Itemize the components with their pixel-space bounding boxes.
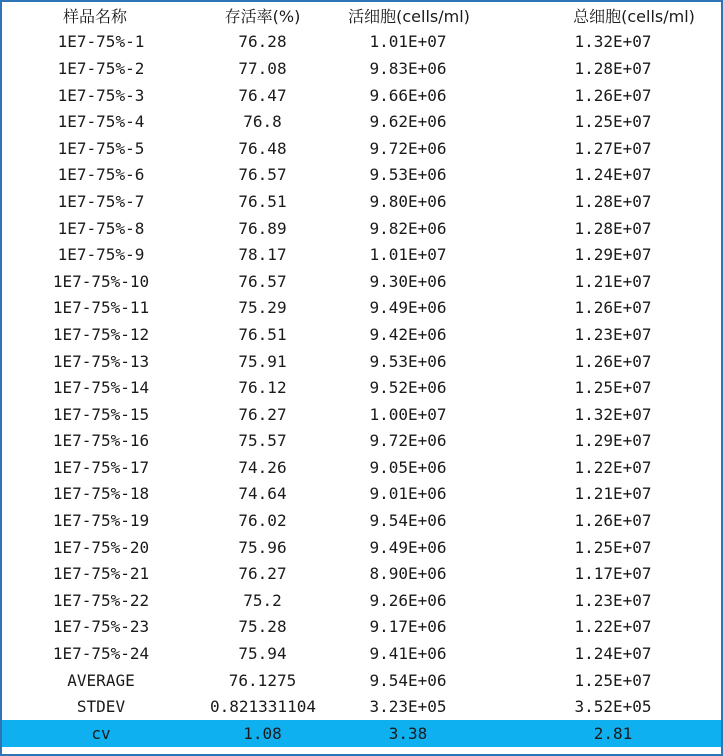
cell-live-cells[interactable]: 9.83E+06 [369, 58, 447, 78]
cell-sample-name[interactable]: 1E7-75%-8 [57, 218, 145, 238]
cell-sample-name[interactable]: 1E7-75%-15 [52, 404, 150, 424]
cell-sample-name[interactable]: cv [2, 720, 200, 747]
cell-viability[interactable]: 75.2 [243, 590, 282, 610]
cell-viability[interactable]: 76.27 [238, 404, 287, 424]
cell-viability[interactable]: 76.51 [238, 324, 287, 344]
cell-viability[interactable]: 76.28 [238, 32, 287, 52]
cell-sample-name[interactable]: 1E7-75%-19 [52, 511, 150, 531]
cell-sample-name[interactable]: 1E7-75%-13 [52, 351, 150, 371]
average-row [2, 667, 721, 694]
table-row [2, 321, 721, 348]
cell-viability[interactable]: 76.89 [238, 218, 287, 238]
cell-total-cells[interactable]: 1.28E+07 [574, 191, 652, 211]
cell-sample-name[interactable]: 1E7-75%-2 [57, 58, 145, 78]
cell-sample-name[interactable]: 1E7-75%-20 [52, 537, 150, 557]
cell-sample-name[interactable]: 1E7-75%-6 [57, 165, 145, 185]
cell-total-cells[interactable]: 1.23E+07 [574, 590, 652, 610]
cell-sample-name[interactable]: 1E7-75%-10 [52, 271, 150, 291]
cell-sample-name[interactable]: 1E7-75%-1 [57, 32, 145, 52]
cell-sample-name[interactable]: STDEV [76, 697, 126, 717]
cell-viability[interactable]: 74.64 [238, 484, 287, 504]
table-row [2, 640, 721, 667]
cell-live-cells[interactable]: 9.53E+06 [369, 351, 447, 371]
cell-viability[interactable]: 76.8 [243, 112, 282, 132]
table-row [2, 188, 721, 215]
cell-live-cells[interactable]: 9.05E+06 [369, 457, 447, 477]
cell-count-table [2, 2, 721, 747]
table-row [2, 29, 721, 56]
cell-total-cells[interactable]: 3.52E+05 [574, 697, 652, 717]
cell-live-cells[interactable]: 9.17E+06 [369, 617, 447, 637]
table-row [2, 428, 721, 455]
cell-live-cells[interactable]: 1.01E+07 [369, 32, 447, 52]
cell-sample-name[interactable]: 1E7-75%-9 [57, 245, 145, 265]
cell-total-cells[interactable]: 1.27E+07 [574, 138, 652, 158]
cell-live-cells[interactable]: 1.01E+07 [369, 245, 447, 265]
table-row [2, 268, 721, 295]
cell-total-cells[interactable]: 1.28E+07 [574, 218, 652, 238]
cell-sample-name[interactable]: 1E7-75%-4 [57, 112, 145, 132]
cell-viability[interactable]: 76.57 [238, 165, 287, 185]
cell-total-cells[interactable]: 1.25E+07 [574, 537, 652, 557]
cell-total-cells[interactable]: 1.24E+07 [574, 165, 652, 185]
header-row [2, 2, 721, 29]
table-row [2, 108, 721, 135]
cell-total-cells[interactable]: 1.25E+07 [574, 670, 652, 690]
cell-total-cells[interactable]: 1.26E+07 [574, 85, 652, 105]
cell-total-cells[interactable]: 1.23E+07 [574, 324, 652, 344]
cell-viability[interactable]: 76.1275 [228, 670, 297, 690]
cell-live-cells[interactable]: 9.01E+06 [369, 484, 447, 504]
header-viability[interactable]: 存活率(%) [224, 6, 301, 26]
table-row [2, 215, 721, 242]
table-body [2, 29, 721, 747]
cell-total-cells[interactable]: 1.29E+07 [574, 245, 652, 265]
cell-sample-name[interactable]: AVERAGE [67, 670, 135, 690]
cell-viability[interactable]: 75.94 [238, 644, 287, 664]
cell-viability[interactable]: 77.08 [238, 58, 287, 78]
cell-live-cells[interactable]: 9.30E+06 [369, 271, 447, 291]
cell-total-cells[interactable]: 1.21E+07 [574, 484, 652, 504]
table-row [2, 401, 721, 428]
table-row [2, 454, 721, 481]
cell-total-cells[interactable]: 1.29E+07 [574, 431, 652, 451]
cell-sample-name[interactable]: 1E7-75%-7 [57, 191, 145, 211]
cell-sample-name[interactable]: 1E7-75%-24 [52, 644, 150, 664]
table-row [2, 348, 721, 375]
cell-total-cells[interactable]: 1.32E+07 [574, 32, 652, 52]
table-row [2, 614, 721, 641]
cell-total-cells[interactable]: 1.26E+07 [574, 298, 652, 318]
table-row [2, 162, 721, 189]
table-row [2, 507, 721, 534]
cell-live-cells[interactable]: 9.66E+06 [369, 85, 447, 105]
table-row [2, 560, 721, 587]
cell-viability[interactable]: 75.91 [238, 351, 287, 371]
cell-viability[interactable]: 75.29 [238, 298, 287, 318]
cell-total-cells[interactable]: 1.21E+07 [574, 271, 652, 291]
cell-viability[interactable]: 1.08 [200, 720, 315, 747]
cell-sample-name[interactable]: 1E7-75%-14 [52, 378, 150, 398]
cell-viability[interactable]: 76.48 [238, 138, 287, 158]
table-row [2, 587, 721, 614]
cell-viability[interactable]: 76.12 [238, 378, 287, 398]
cell-viability[interactable]: 76.51 [238, 191, 287, 211]
table-row [2, 295, 721, 322]
cell-live-cells[interactable]: 9.72E+06 [369, 138, 447, 158]
table-row [2, 55, 721, 82]
table-row [2, 82, 721, 109]
cell-sample-name[interactable]: 1E7-75%-12 [52, 324, 150, 344]
cell-total-cells[interactable]: 1.28E+07 [574, 58, 652, 78]
cell-viability[interactable]: 75.28 [238, 617, 287, 637]
cell-live-cells[interactable]: 9.54E+06 [369, 670, 447, 690]
cell-live-cells[interactable]: 1.00E+07 [369, 404, 447, 424]
cell-live-cells[interactable]: 9.80E+06 [369, 191, 447, 211]
cell-sample-name[interactable]: 1E7-75%-5 [57, 138, 145, 158]
cell-live-cells[interactable]: 9.49E+06 [369, 537, 447, 557]
cell-live-cells[interactable]: 9.41E+06 [369, 644, 447, 664]
cell-sample-name[interactable]: 1E7-75%-18 [52, 484, 150, 504]
cell-viability[interactable]: 75.57 [238, 431, 287, 451]
cell-sample-name[interactable]: 1E7-75%-17 [52, 457, 150, 477]
cell-viability[interactable]: 76.57 [238, 271, 287, 291]
cell-viability[interactable]: 76.27 [238, 564, 287, 584]
cell-live-cells[interactable]: 9.26E+06 [369, 590, 447, 610]
table-row [2, 241, 721, 268]
stdev-row [2, 693, 721, 720]
cell-total-cells[interactable]: 1.26E+07 [574, 511, 652, 531]
cell-live-cells[interactable]: 9.62E+06 [369, 112, 447, 132]
cell-sample-name[interactable]: 1E7-75%-3 [57, 85, 145, 105]
cell-live-cells[interactable]: 9.49E+06 [369, 298, 447, 318]
cell-live-cells[interactable]: 9.82E+06 [369, 218, 447, 238]
cell-live-cells[interactable]: 3.38 [315, 720, 491, 747]
cell-viability[interactable]: 76.47 [238, 85, 287, 105]
cell-live-cells[interactable]: 9.52E+06 [369, 378, 447, 398]
cell-sample-name[interactable]: 1E7-75%-22 [52, 590, 150, 610]
table-row [2, 135, 721, 162]
cell-live-cells[interactable]: 9.72E+06 [369, 431, 447, 451]
cell-viability[interactable]: 76.02 [238, 511, 287, 531]
cell-total-cells[interactable]: 1.32E+07 [574, 404, 652, 424]
cell-sample-name[interactable]: 1E7-75%-21 [52, 564, 150, 584]
cell-total-cells[interactable]: 2.81 [491, 720, 721, 747]
cell-total-cells[interactable]: 1.24E+07 [574, 644, 652, 664]
cell-live-cells[interactable]: 8.90E+06 [369, 564, 447, 584]
cv-row [2, 720, 721, 747]
cell-sample-name[interactable]: 1E7-75%-23 [52, 617, 150, 637]
cell-live-cells[interactable]: 3.23E+05 [369, 697, 447, 717]
cell-sample-name[interactable]: 1E7-75%-16 [52, 431, 150, 451]
cell-total-cells[interactable]: 1.25E+07 [574, 112, 652, 132]
cell-total-cells[interactable]: 1.22E+07 [574, 457, 652, 477]
cell-total-cells[interactable]: 1.26E+07 [574, 351, 652, 371]
cell-live-cells[interactable]: 9.54E+06 [369, 511, 447, 531]
table-row [2, 374, 721, 401]
cell-total-cells[interactable]: 1.25E+07 [574, 378, 652, 398]
cell-sample-name[interactable]: 1E7-75%-11 [52, 298, 150, 318]
header-sample-name[interactable]: 样品名称 [62, 6, 127, 26]
cell-viability[interactable]: 75.96 [238, 537, 287, 557]
cell-total-cells[interactable]: 1.17E+07 [574, 564, 652, 584]
cell-live-cells[interactable]: 9.42E+06 [369, 324, 447, 344]
cell-viability[interactable]: 74.26 [238, 457, 287, 477]
cell-viability[interactable]: 0.821331104 [210, 697, 316, 717]
cell-viability[interactable]: 78.17 [238, 245, 287, 265]
header-live-cells[interactable]: 活细胞(cells/ml) [348, 6, 470, 26]
cell-live-cells[interactable]: 9.53E+06 [369, 165, 447, 185]
cell-total-cells[interactable]: 1.22E+07 [574, 617, 652, 637]
table-row [2, 481, 721, 508]
table-row [2, 534, 721, 561]
header-total-cells[interactable]: 总细胞(cells/ml) [573, 6, 695, 26]
